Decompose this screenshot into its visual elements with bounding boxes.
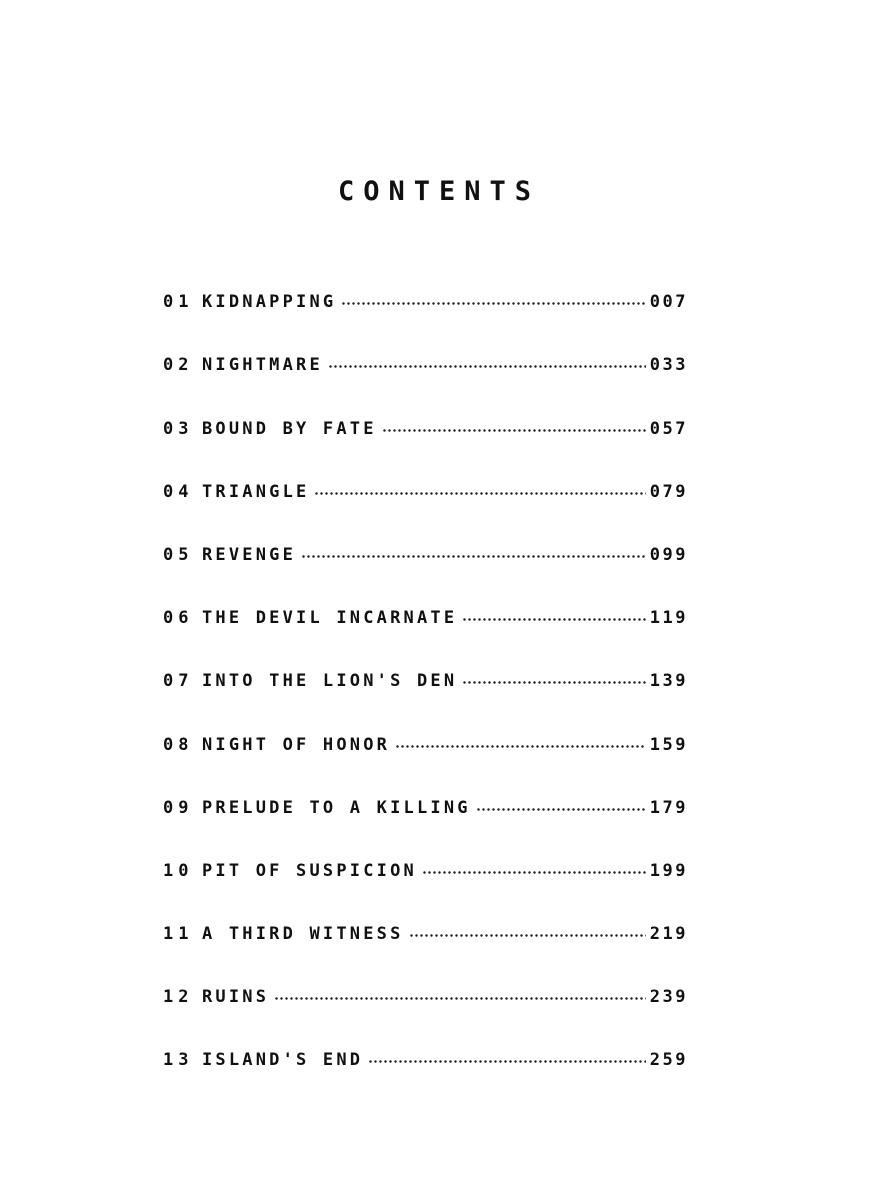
dot-leader (274, 995, 646, 1002)
toc-entry[interactable] (163, 378, 688, 441)
dot-leader (368, 1058, 646, 1065)
dot-leader (395, 743, 646, 750)
chapter-number: 07 (163, 671, 194, 692)
page-number: 239 (649, 987, 688, 1008)
dot-leader (462, 679, 646, 686)
chapter-title: PIT OF SUSPICION (202, 860, 417, 881)
page-number: 199 (649, 860, 688, 881)
dot-leader (476, 806, 646, 813)
chapter-number: 13 (163, 1050, 194, 1071)
toc-entry[interactable] (163, 315, 688, 378)
page-number: 033 (649, 355, 688, 376)
dot-leader (409, 932, 646, 939)
dot-leader (341, 300, 645, 307)
toc-entry[interactable] (163, 947, 688, 1010)
page-number: 159 (649, 734, 688, 755)
chapter-number: 08 (163, 734, 194, 755)
toc-entry[interactable] (163, 505, 688, 568)
dot-leader (422, 869, 646, 876)
toc-entry[interactable] (163, 568, 688, 631)
chapter-number: 01 (163, 292, 194, 313)
page-number: 259 (649, 1050, 688, 1071)
chapter-title: ISLAND'S END (202, 1050, 364, 1071)
page-number: 119 (649, 608, 688, 629)
page-number: 219 (649, 924, 688, 945)
page-title: CONTENTS (337, 176, 541, 208)
chapter-number: 03 (163, 418, 194, 439)
chapter-title: TRIANGLE (202, 481, 310, 502)
toc-entry[interactable] (163, 631, 688, 694)
chapter-title: INTO THE LION'S DEN (202, 671, 458, 692)
chapter-number: 04 (163, 481, 194, 502)
toc-entry[interactable] (163, 1010, 688, 1073)
chapter-number: 05 (163, 544, 194, 565)
toc-entry[interactable] (163, 252, 688, 315)
chapter-title: BOUND BY FATE (202, 418, 377, 439)
chapter-title: NIGHTMARE (202, 355, 323, 376)
dot-leader (382, 427, 646, 434)
table-of-contents (163, 252, 688, 1073)
chapter-title: REVENGE (202, 544, 297, 565)
chapter-title: THE DEVIL INCARNATE (202, 608, 458, 629)
page-number: 099 (649, 544, 688, 565)
toc-entry[interactable] (163, 758, 688, 821)
chapter-title: PRELUDE TO A KILLING (202, 797, 471, 818)
dot-leader (301, 553, 646, 560)
chapter-title: A THIRD WITNESS (202, 924, 404, 945)
chapter-title: NIGHT OF HONOR (202, 734, 391, 755)
chapter-number: 10 (163, 860, 194, 881)
chapter-number: 12 (163, 987, 194, 1008)
page-number: 139 (649, 671, 688, 692)
toc-entry[interactable] (163, 821, 688, 884)
chapter-number: 02 (163, 355, 194, 376)
toc-entry[interactable] (163, 694, 688, 757)
chapter-number: 06 (163, 608, 194, 629)
chapter-number: 09 (163, 797, 194, 818)
page-number: 179 (649, 797, 688, 818)
dot-leader (328, 363, 646, 370)
chapter-title: RUINS (202, 987, 270, 1008)
toc-entry[interactable] (163, 884, 688, 947)
page-number: 057 (649, 418, 688, 439)
dot-leader (314, 490, 645, 497)
chapter-title: KIDNAPPING (202, 292, 337, 313)
page-number: 007 (649, 292, 688, 313)
dot-leader (462, 616, 646, 623)
chapter-number: 11 (163, 924, 194, 945)
page-number: 079 (649, 481, 688, 502)
toc-entry[interactable] (163, 442, 688, 505)
